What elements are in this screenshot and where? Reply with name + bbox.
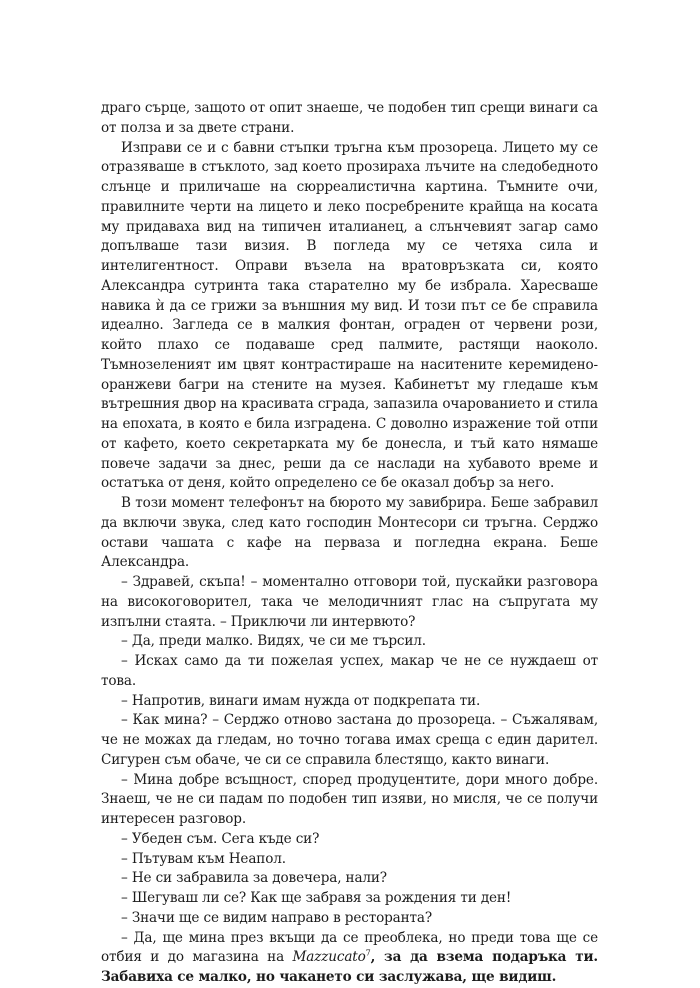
paragraph: Изправи се и с бавни стъпки тръгна към прозореца. Лицето му се отразяваше в стъклото, зад което прозираха лъчите на следобедното слънце и приличаше на сюрреалистична картина. Тъмните очи, правилните черти на лицето и леко посребрените крайща на косата му придаваха вид на типичен италианец, а слънчевият загар само допълваше тази визия. В погледа му се четяха сила и интелигентност. Оправи възела на вратовръзката си, която Александра сутринта така старателно му бе избрала. Харесваше навика ѝ да се грижи за външния му вид. И този път се бе справила идеално. Загледа се в малкия фонтан, ограден от червени рози, който плахо се подаваше сред палмите, растящи наоколо. Тъмнозеленият им цвят контрастираше на наситените керемидено-оранжеви багри на стените на музея. Кабинетът му гледаше към вътрешния двор на красивата сграда, запазила очарованието и стила на епохата, в която е била изградена. С доволно изражение той отпи от кафето, което секретарката му бе донесла, и тъй като нямаше повече задачи за днес, реши да се наслади на хубавото време и остатъка от деня, който определено се бе оказал добър за него.	[101, 139, 598, 492]
dialogue-line: – Пътувам към Неапол.	[121, 850, 286, 867]
dialogue-line: – Исках само да ти пожелая успех, макар че не се нуждаеш от това.	[101, 653, 598, 689]
dialogue-line: – Здравей, скъпа! – моментално отговори той, пускайки разговора на високоговорител, така че мелодичният глас на съпругата му изпълни стаята. – Приключи ли интервюто?	[101, 574, 598, 630]
dialogue-line: – Да, преди малко. Видях, че си ме търсил.	[121, 633, 426, 650]
dialogue-line: – Шегуваш ли се? Как ще забравя за рождения ти ден!	[121, 890, 512, 906]
dialogue-line: – Не си забравила за довечера, нали?	[121, 870, 387, 887]
final-dialogue-line	[101, 929, 598, 988]
dialogue-line: – Значи ще се видим направо в ресторанта?	[121, 909, 433, 926]
dialogue-line: – Как мина? – Серджо отново застана до прозореца. – Съжалявам, че не можах да гледам, но точно тогава имах среща с един дарител. Сигурен съм обаче, че си се справила блестящо, както винаги.	[101, 712, 598, 768]
final-line-text: – Да, ще мина през вкъщи да се преоблека, но преди това ще се отбия и до магазина на	[101, 929, 598, 966]
dialogue-line: – Напротив, винаги имам нужда от подкрепата ти.	[121, 692, 481, 709]
bold-text: , за да взема подаръка ти. Забавиха се малко, но чакането си заслужава, ще видиш.	[101, 949, 598, 985]
paragraph: драго сърце, защото от опит знаеше, че подобен тип срещи винаги са от полза и за двете страни.	[101, 100, 598, 136]
dialogue-line: – Мина добре всъщност, според продуцентите, дори много добре. Знаеш, че не си падам по подобен тип изяви, но мисля, че се получи интересен разговор.	[101, 771, 598, 827]
store-name: Mazzucato	[292, 949, 366, 966]
paragraph: В този момент телефонът на бюрото му завибрира. Беше забравил да включи звука, след като господин Монтесори си тръгна. Серджо остави чашата с кафе на перваза и погледна екрана. Беше Александра.	[101, 495, 598, 571]
dialogue-line: – Убеден съм. Сега къде си?	[121, 830, 320, 847]
book-page-text	[101, 99, 598, 988]
footnote-marker: 7	[365, 948, 371, 958]
